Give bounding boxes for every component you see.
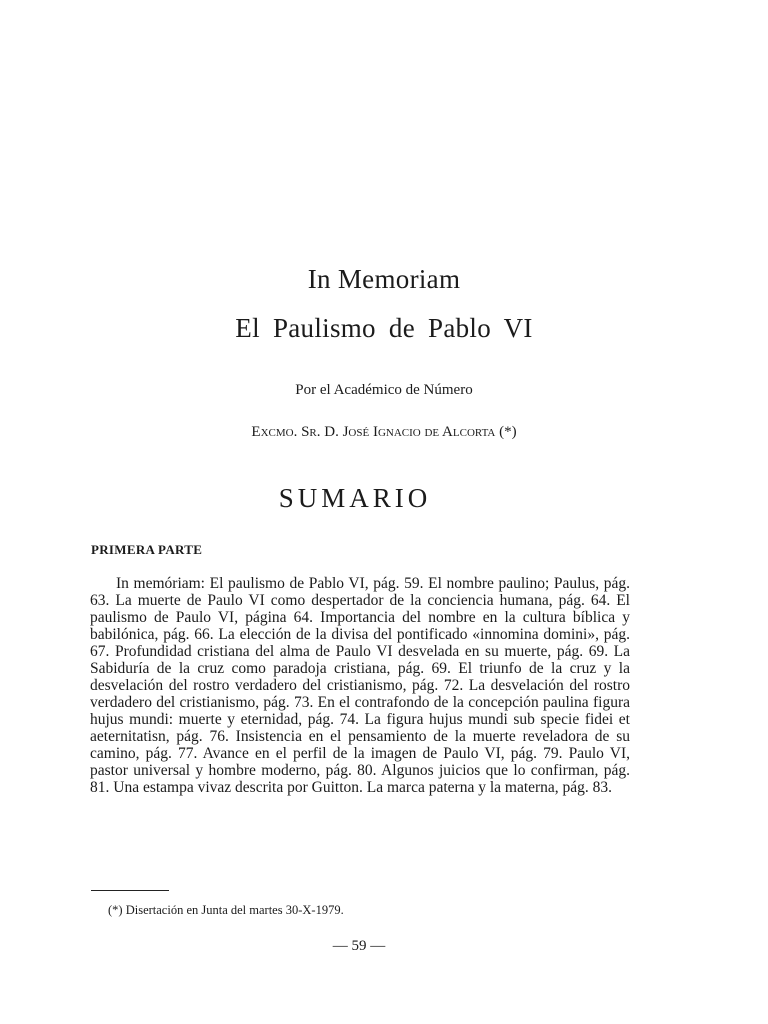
footnote-divider xyxy=(91,890,169,891)
section-heading: PRIMERA PARTE xyxy=(91,542,203,557)
footnote: (*) Disertación en Junta del martes 30-X-1979. xyxy=(108,903,344,917)
title-line-2: El Paulismo de Pablo VI xyxy=(235,313,533,343)
byline-academic-rank: Por el Académico de Número xyxy=(295,382,473,398)
byline-author: Excmo. Sr. D. José Ignacio de Alcorta (*) xyxy=(251,424,517,440)
sumario-heading: SUMARIO xyxy=(278,483,432,513)
title-line-1: In Memoriam xyxy=(307,264,461,294)
page-number: — 59 — xyxy=(332,938,386,954)
summary-paragraph: In memóriam: El paulismo de Pablo VI, pág. 59. El nombre paulino; Paulus, pág. 63. La muerte de Paulo VI como despertador de la conciencia humana, pág. 64. El paulismo de Paulo VI, página 64. Importancia del nombre en la cultura bíblica y babilónica, pág. 66. La elección de la divisa del pontificado «innomina domini», pág. 67. Profundidad cristiana del alma de Paulo VI desvelada en su muerte, pág. 69. La Sabiduría de la cruz como paradoja cristiana, pág. 69. El triunfo de la cruz y la desvelación del rostro verdadero del cristianismo, pág. 72. La desvelación del rostro verdadero del cristianismo, pág. 73. En el contrafondo de la concepción paulina figura hujus mundi: muerte y eternidad, pág. 74. La figura hujus mundi sub specie fidei et aeternitatisn, pág. 76. Insistencia en el pensamiento de la muerte reveladora de su camino, pág. 77. Avance en el perfil de la imagen de Paulo VI, pág. 79. Paulo VI, pastor universal y hombre moderno, pág. 80. Algunos juicios que lo confirman, pág. 81. Una estampa vivaz descrita por Guitton. La marca paterna y la materna, pág. 83. xyxy=(90,575,630,796)
